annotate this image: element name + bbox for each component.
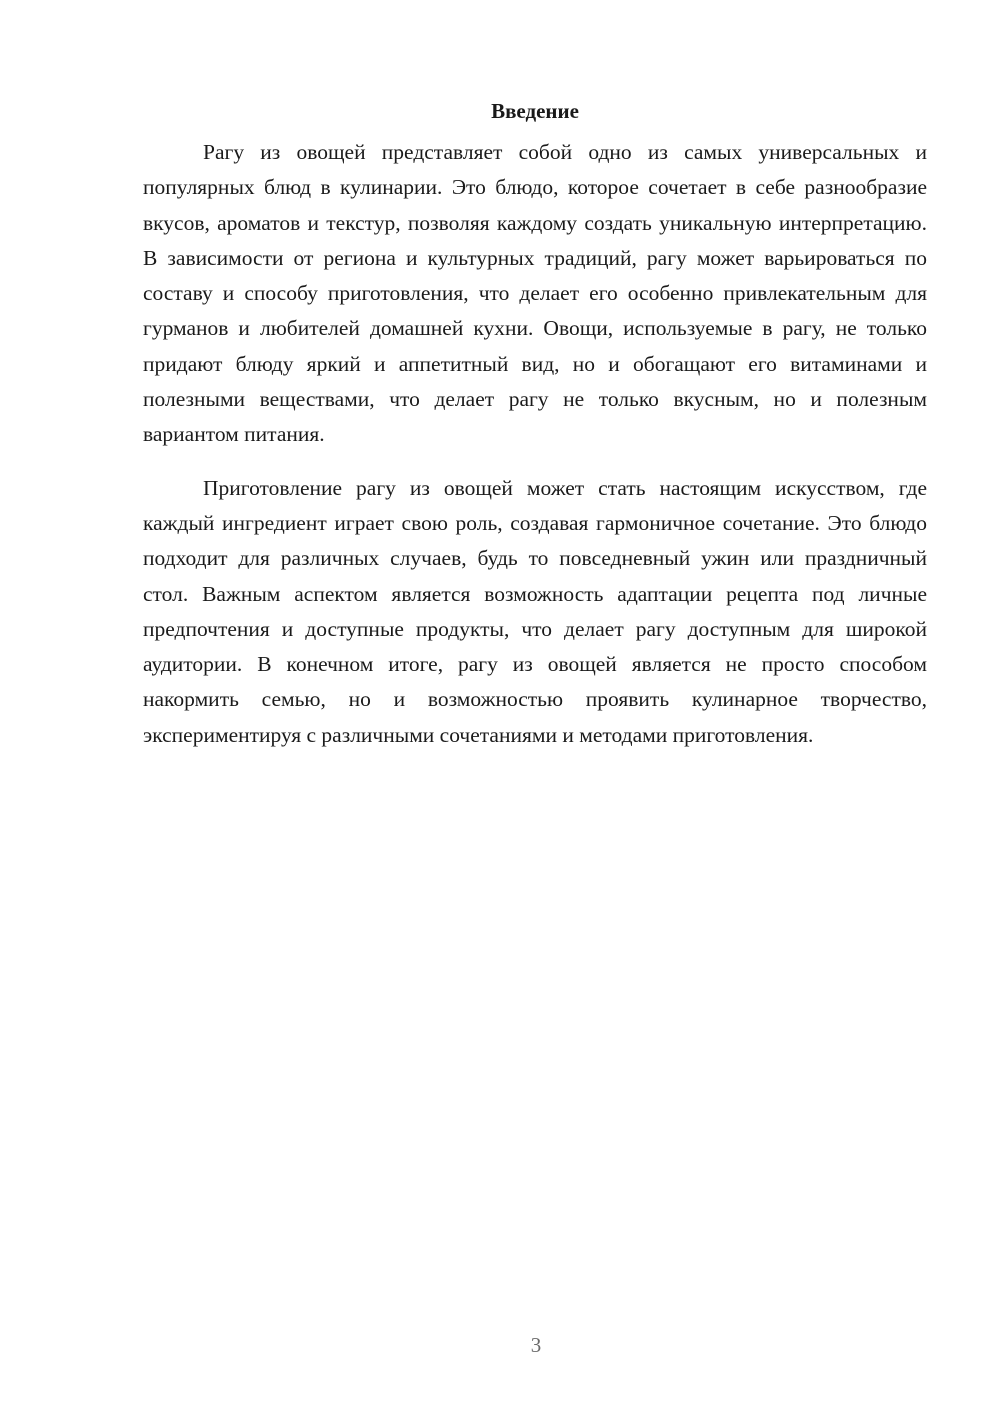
- paragraph-preparation: Приготовление рагу из овощей может стать настоящим искусством, где каждый ингредиент играет свою роль, создавая гармоничное сочетание. Это блюдо подходит для различных случаев, будь то повседневный ужин или праздничный стол. Важным аспектом является возможность адаптации рецепта под личные предпочтения и доступные продукты, что делает рагу доступным для широкой аудитории. В конечном итоге, рагу из овощей является не просто способом накормить семью, но и возможностью проявить кулинарное творчество, экспериментируя с различными сочетаниями и методами приготовления.: [143, 475, 927, 747]
- page-number: 3: [530, 1333, 542, 1357]
- page-content: [143, 96, 927, 771]
- paragraph-intro: Рагу из овощей представляет собой одно из самых универсальных и популярных блюд в кулинарии. Это блюдо, которое сочетает в себе разнообразие вкусов, ароматов и текстур, позволяя каждому создать уникальную интерпретацию. В зависимости от региона и культурных традиций, рагу может варьироваться по составу и способу приготовления, что делает его особенно привлекательным для гурманов и любителей домашней кухни. Овощи, используемые в рагу, не только придают блюду яркий и аппетитный вид, но и обогащают его витаминами и полезными веществами, что делает рагу не только вкусным, но и полезным вариантом питания.: [143, 140, 927, 447]
- section-heading: Введение: [491, 99, 579, 123]
